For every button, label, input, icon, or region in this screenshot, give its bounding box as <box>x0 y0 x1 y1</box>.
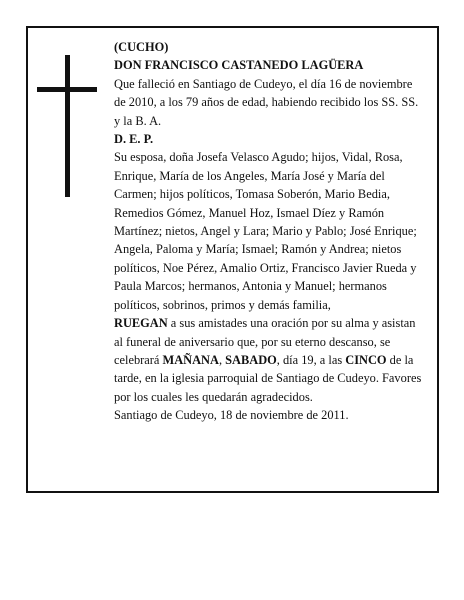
family-list: Su esposa, doña Josefa Velasco Agudo; hijos, Vidal, Rosa, Enrique, María de los Angeles, María José y María del Carmen; hijos políticos, Tomasa Soberón, Mario Bedia, Remedios Gómez, Manuel Hoz, Ismael Díez y Ramón Martínez; nietos, Angel y Lara; Mario y Pablo; José Enrique; Angela, Paloma y María; Ismael; Ramón y Andrea; nietos políticos, Noe Pérez, Amalio Ortiz, Francisco Javier Rueda y Paula Marcos; hermanos, Antonia y Manuel; hermanos políticos, sobrinos, primos y demás familia, <box>114 150 417 312</box>
request-text-2: , día 19, a las <box>276 352 346 367</box>
sabado-word: SABADO <box>225 352 277 367</box>
rip-heading: D. E. P. <box>114 132 154 147</box>
cross-vertical-bar <box>65 55 70 197</box>
ruegan-word: RUEGAN <box>114 316 168 331</box>
place-date-line: Santiago de Cudeyo, 18 de noviembre de 2011. <box>114 408 349 423</box>
nickname: (CUCHO) <box>114 40 169 54</box>
funeral-request <box>114 314 424 406</box>
cross-icon <box>37 55 97 197</box>
request-text-3: de la tarde, en la iglesia parroquial de Santiago de Cudeyo. Favores por los cuales les quedarán agradecidos. <box>114 352 422 404</box>
cross-horizontal-bar <box>37 87 97 92</box>
request-comma: , <box>218 352 226 367</box>
blessing-statement: y la B. A. <box>114 113 162 128</box>
deceased-name: DON FRANCISCO CASTANEDO LAGÜERA <box>114 58 364 73</box>
request-text-1: a sus amistades una oración por su alma y asistan al funeral de aniversario que, por su eterno descanso, se celebrará <box>114 316 416 367</box>
death-statement: Que falleció en Santiago de Cudeyo, el día 16 de noviembre de 2010, a los 79 años de edad, habiendo recibido los SS. SS. <box>114 76 419 110</box>
manana-word: MAÑANA <box>162 352 219 367</box>
obituary-text <box>114 38 424 425</box>
cinco-word: CINCO <box>345 352 387 367</box>
